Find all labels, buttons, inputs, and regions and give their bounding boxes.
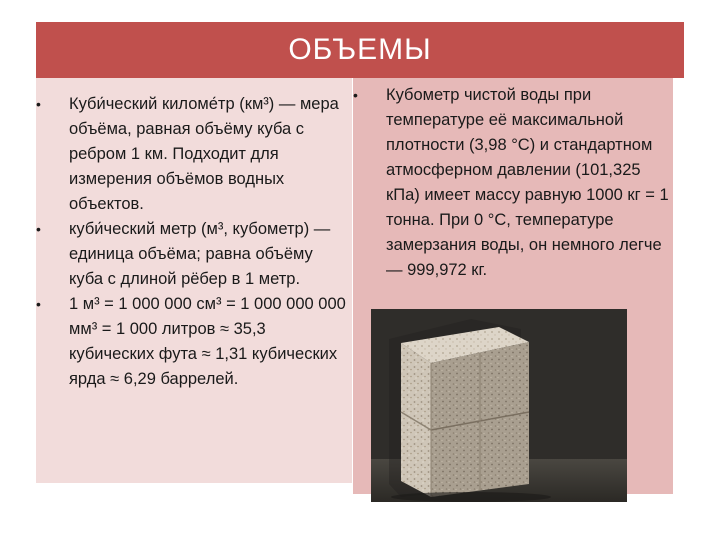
list-item: [36, 217, 352, 292]
concrete-cube-photo: [371, 309, 627, 502]
left-bullet-list: [36, 92, 352, 392]
bullet-text: Кубометр чистой воды при температуре её максимальной плотности (3,98 °С) и стандартном атмосферном давлении (101,325 кПа) имеет массу равную 1000 кг = 1 тонна. При 0 °C, температуре замерзания воды, он немного легче — 999,972 кг.: [386, 86, 669, 279]
left-text-panel: [36, 78, 352, 483]
bullet-icon: •: [36, 221, 41, 237]
bullet-text: 1 м³ = 1 000 000 см³ = 1 000 000 000 мм³ = 1 000 литров ≈ 35,3 кубических фута ≈ 1,31 кубических ярда ≈ 6,29 баррелей.: [69, 295, 346, 388]
bullet-text: куби́ческий метр (м³, кубометр) — единица объёма; равна объёму куба с длиной рёбер в 1 метр.: [69, 220, 331, 288]
bullet-icon: •: [353, 87, 358, 103]
list-item: [36, 292, 352, 392]
list-item: [353, 83, 669, 283]
bullet-icon: •: [36, 96, 41, 112]
concrete-cube-icon: [371, 309, 627, 502]
bullet-icon: •: [36, 296, 41, 312]
right-bullet-list: [353, 83, 669, 283]
slide-title: ОБЪЕМЫ: [288, 33, 432, 66]
bullet-text: Куби́ческий киломе́тр (км³) — мера объёма, равная объёму куба с ребром 1 км. Подходит для измерения объёмов водных объектов.: [69, 95, 339, 213]
title-bar: [36, 22, 684, 78]
list-item: [36, 92, 352, 217]
